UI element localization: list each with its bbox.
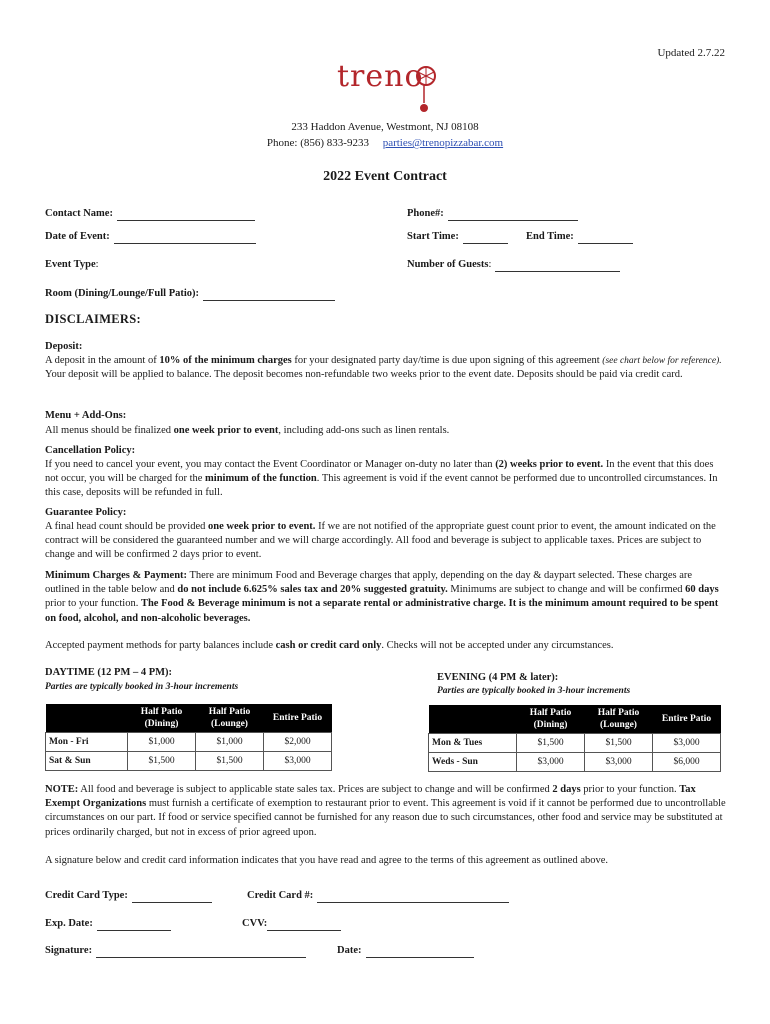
cvv-field[interactable] xyxy=(242,913,341,931)
exp-date-field[interactable] xyxy=(45,913,171,931)
price-cell: $1,500 xyxy=(128,752,196,771)
event-type-label: Event Type xyxy=(45,259,96,270)
table-row xyxy=(429,734,721,753)
guarantee-text: A final head count should be provided one week prior to event. If we are not notified of the appropriate guest count prior to event, the amount indicated on the contract will be considered the guaranteed number and we will charge accordingly. All food and beverage is subject to applicable taxes. Prices are subject to change and will be confirmed 2 days prior to event. xyxy=(45,521,716,561)
evening-header-row xyxy=(429,705,721,734)
evening-subtitle: Parties are typically booked in 3-hour increments xyxy=(437,686,631,696)
evening-table xyxy=(428,705,721,772)
cvv-line[interactable] xyxy=(267,920,341,931)
price-cell: $3,000 xyxy=(585,753,653,772)
evening-title: EVENING (4 PM & later): xyxy=(437,672,559,683)
daytime-table xyxy=(45,704,332,771)
row-label: Mon & Tues xyxy=(429,734,517,753)
guests-line[interactable] xyxy=(495,261,620,272)
end-time-field[interactable] xyxy=(526,226,633,244)
sign-date-field[interactable] xyxy=(337,940,474,958)
price-cell: $3,000 xyxy=(517,753,585,772)
cc-number-field[interactable] xyxy=(247,885,509,903)
contact-name-label: Contact Name: xyxy=(45,208,113,219)
daytime-col: Half Patio (Dining) xyxy=(128,704,196,733)
logo-drop xyxy=(420,104,428,112)
menu-title: Menu + Add-Ons: xyxy=(45,410,127,421)
email-link[interactable]: parties@trenopizzabar.com xyxy=(382,137,504,149)
guests-field[interactable]: Number of Guests: xyxy=(407,254,620,272)
date-of-event-label: Date of Event: xyxy=(45,231,110,242)
logo-wordmark: treno xyxy=(337,59,424,94)
cc-type-field[interactable] xyxy=(45,885,212,903)
daytime-header-row xyxy=(46,704,332,733)
contact-name-line[interactable] xyxy=(117,210,255,221)
contact-name-field[interactable] xyxy=(45,203,255,221)
cc-type-label: Credit Card Type: xyxy=(45,890,128,901)
cc-number-label: Credit Card #: xyxy=(247,890,314,901)
evening-corner xyxy=(429,705,517,734)
minimum-text: Minimum Charges & Payment: There are minimum Food and Beverage charges that apply, depending on the day & daypart selected. These charges are outlined in the table below and do not include 6.625% sales tax and 20% suggested gratuity. Minimums are subject to change and will be confirmed 60 days prior to your function. The Food & Beverage minimum is not a separate rental or administrative charge. It is the minimum amount required to be spent on food, alcohol, and non-alcoholic beverages. xyxy=(45,570,719,624)
price-cell: $1,500 xyxy=(196,752,264,771)
start-time-label: Start Time: xyxy=(407,231,459,242)
evening-col: Half Patio (Lounge) xyxy=(585,705,653,734)
sign-date-label: Date: xyxy=(337,945,362,956)
cancellation-text: If you need to cancel your event, you may contact the Event Coordinator or Manager on-duty no later than (2) weeks prior to event. In the event that this does not occur, you will be charged for the minimum of the function. This agreement is void if the event cannot be performed due to uncontrolled circumstances. In this case, deposits will be refunded in full. xyxy=(45,459,718,499)
phone: Phone: (856) 833-9233 xyxy=(266,137,369,149)
phone-line[interactable] xyxy=(448,210,578,221)
start-time-field[interactable] xyxy=(407,226,508,244)
evening-col: Half Patio (Dining) xyxy=(517,705,585,734)
price-cell: $1,000 xyxy=(128,733,196,752)
deposit-title: Deposit: xyxy=(45,341,83,352)
agreement-text: A signature below and credit card information indicates that you have read and agree to the terms of this agreement as outlined above. xyxy=(45,855,609,866)
table-row xyxy=(46,752,332,771)
signature-label: Signature: xyxy=(45,945,93,956)
row-label: Weds - Sun xyxy=(429,753,517,772)
guests-label: Number of Guests xyxy=(407,259,489,270)
room-line[interactable] xyxy=(203,290,335,301)
page-title: 2022 Event Contract xyxy=(323,169,447,184)
cancellation-title: Cancellation Policy: xyxy=(45,445,136,456)
event-type-field[interactable]: Event Type: xyxy=(45,259,99,270)
daytime-col: Entire Patio xyxy=(264,704,332,733)
price-cell: $3,000 xyxy=(653,734,721,753)
menu-text: All menus should be finalized one week prior to event, including add-ons such as linen rentals. xyxy=(45,425,450,436)
price-cell: $1,500 xyxy=(517,734,585,753)
daytime-table-wrap xyxy=(45,704,332,771)
payment-methods-text: Accepted payment methods for party balances include cash or credit card only. Checks will not be accepted under any circumstances. xyxy=(45,640,614,651)
price-cell: $1,000 xyxy=(196,733,264,752)
signature-field[interactable] xyxy=(45,940,306,958)
signature-line[interactable] xyxy=(96,947,306,958)
evening-col: Entire Patio xyxy=(653,705,721,734)
daytime-corner xyxy=(46,704,128,733)
cc-number-line[interactable] xyxy=(317,892,509,903)
price-cell: $3,000 xyxy=(264,752,332,771)
daytime-col: Half Patio (Lounge) xyxy=(196,704,264,733)
exp-date-line[interactable] xyxy=(97,920,171,931)
note-text: NOTE: All food and beverage is subject to applicable state sales tax. Prices are subject to change and will be confirmed 2 days prior to your function. Tax Exempt Organizations must furnish a certificate of exemption to restaurant prior to event. This agreement is void if it cannot be performed due to uncontrollable circumstances on our part. If food or service specified cannot be furnished for any reason due to such circumstances, other food and service may be substituted at prices ordinarily charged, but not in excess of prior agreed upon. xyxy=(45,784,726,838)
phone-label: Phone#: xyxy=(407,208,444,219)
price-cell: $6,000 xyxy=(653,753,721,772)
start-time-line[interactable] xyxy=(463,233,508,244)
logo-mark xyxy=(335,58,445,120)
cc-type-line[interactable] xyxy=(132,892,212,903)
end-time-label: End Time: xyxy=(526,231,574,242)
phone-field[interactable] xyxy=(407,203,578,221)
cvv-label: CVV: xyxy=(242,918,268,929)
price-cell: $2,000 xyxy=(264,733,332,752)
table-row xyxy=(46,733,332,752)
exp-date-label: Exp. Date: xyxy=(45,918,93,929)
room-field[interactable] xyxy=(45,283,335,301)
date-of-event-line[interactable] xyxy=(114,233,256,244)
evening-table-wrap xyxy=(428,705,721,772)
daytime-title: DAYTIME (12 PM – 4 PM): xyxy=(45,667,173,678)
row-label: Mon - Fri xyxy=(46,733,128,752)
guarantee-title: Guarantee Policy: xyxy=(45,507,127,518)
treno-logo xyxy=(335,58,445,120)
updated-date: Updated 2.7.22 xyxy=(657,47,725,59)
deposit-text: A deposit in the amount of 10% of the minimum charges for your designated party day/time is due upon signing of this agreement (see chart below for reference). Your deposit will be applied to balance. The deposit becomes non-refundable two weeks prior to the event date. Deposits should be paid via credit card. xyxy=(45,355,722,381)
end-time-line[interactable] xyxy=(578,233,633,244)
table-row xyxy=(429,753,721,772)
daytime-subtitle: Parties are typically booked in 3-hour increments xyxy=(45,682,239,692)
price-cell: $1,500 xyxy=(585,734,653,753)
sign-date-line[interactable] xyxy=(366,947,474,958)
address: 233 Haddon Avenue, Westmont, NJ 08108 xyxy=(291,121,479,133)
room-label: Room (Dining/Lounge/Full Patio): xyxy=(45,288,200,299)
disclaimers-heading: DISCLAIMERS: xyxy=(45,312,141,326)
contact-line xyxy=(0,137,770,149)
row-label: Sat & Sun xyxy=(46,752,128,771)
date-of-event-field[interactable] xyxy=(45,226,256,244)
